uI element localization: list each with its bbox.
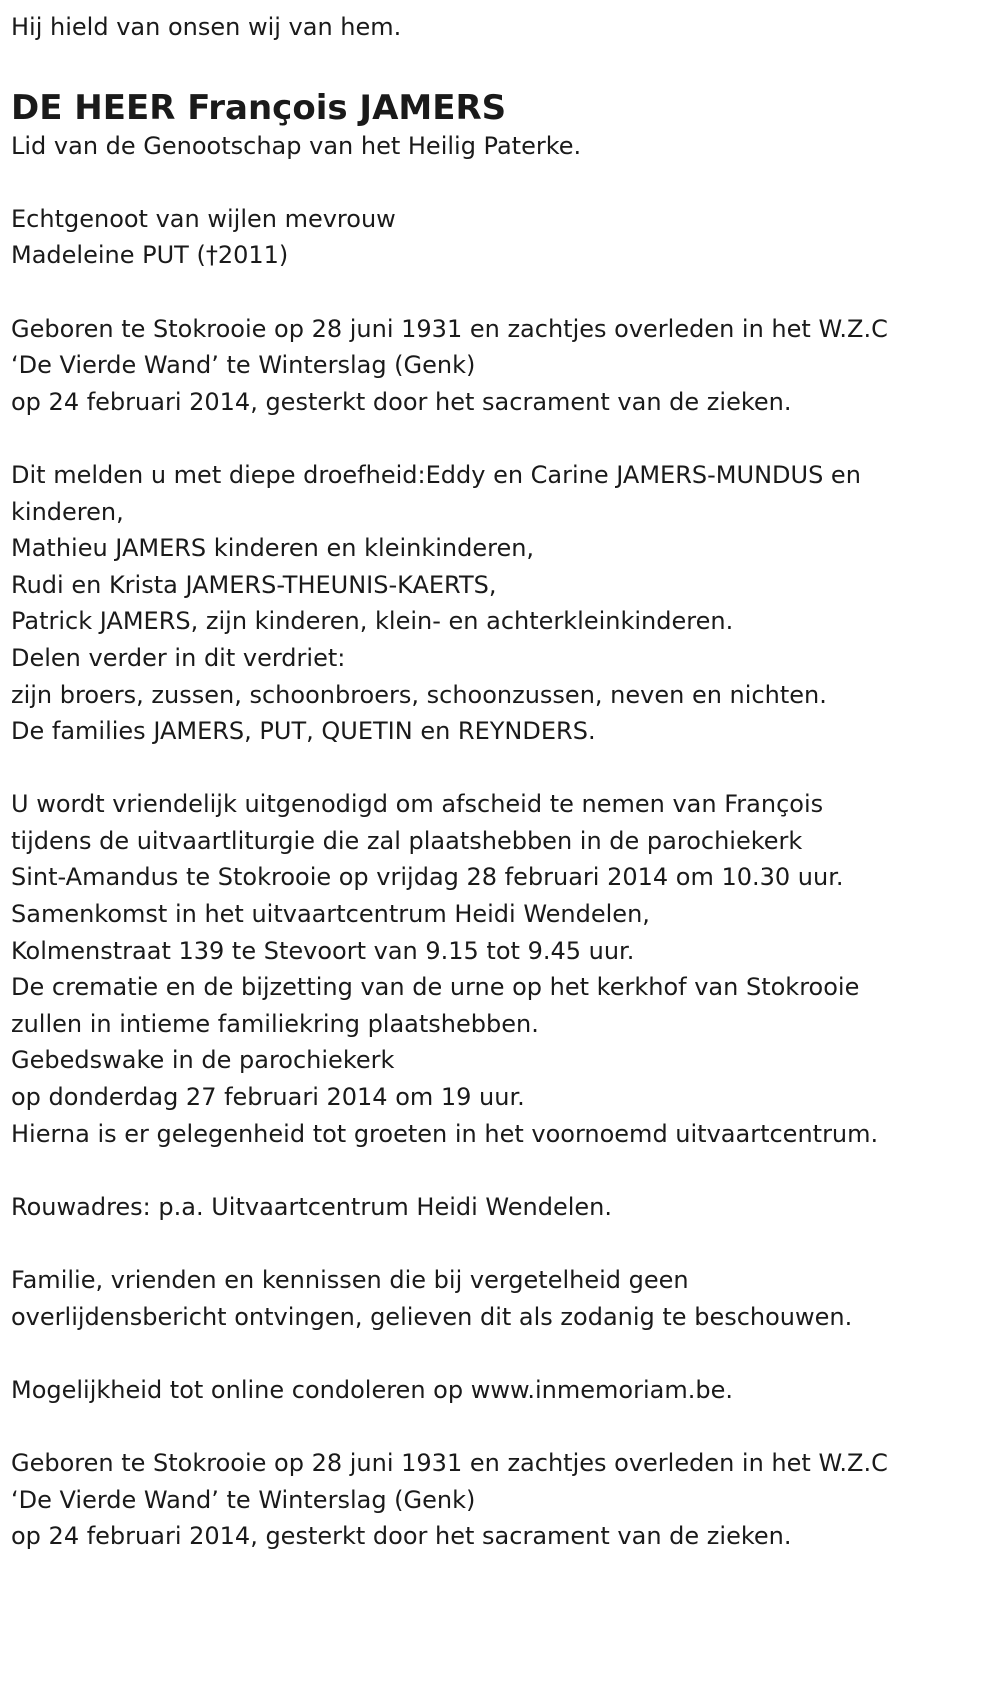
funeral-line: Samenkomst in het uitvaartcentrum Heidi Wendelen, [11, 900, 650, 929]
funeral-line: U wordt vriendelijk uitgenodigd om afscheid te nemen van François [11, 790, 824, 819]
notice-line: Familie, vrienden en kennissen die bij vergetelheid geen [11, 1266, 689, 1294]
spacer [11, 274, 996, 311]
spouse-line: Echtgenoot van wijlen mevrouw [11, 204, 396, 233]
funeral-line: De crematie en de bijzetting van de urne op het kerkhof van Stokrooie [11, 973, 860, 1002]
notice-section [11, 1262, 996, 1335]
membership-line: Lid van de Genootschap van het Heilig Paterke. [11, 131, 582, 160]
family-line: kinderen, [11, 497, 124, 526]
spacer [11, 1152, 996, 1189]
family-section [11, 457, 996, 750]
family-line: Rudi en Krista JAMERS-THEUNIS-KAERTS, [11, 570, 497, 599]
funeral-line: op donderdag 27 februari 2014 om 19 uur. [11, 1083, 525, 1112]
notice-line: overlijdensbericht ontvingen, gelieven dit als zodanig te beschouwen. [11, 1302, 853, 1331]
spacer [11, 420, 996, 457]
spouse-section [11, 201, 996, 274]
deceased-name: DE HEER François JAMERS [11, 87, 507, 128]
funeral-line: tijdens de uitvaartliturgie die zal plaatshebben in de parochiekerk [11, 826, 803, 855]
birth-death-line: ‘De Vierde Wand’ te Winterslag (Genk) [11, 1485, 476, 1514]
funeral-section [11, 786, 996, 1152]
funeral-line: Hierna is er gelegenheid tot groeten in het voornoemd uitvaartcentrum. [11, 1119, 879, 1148]
birth-death-section [11, 311, 996, 421]
birth-death-line: Geboren te Stokrooie op 28 juni 1931 en zachtjes overleden in het W.Z.C [11, 1448, 888, 1477]
family-line: Patrick JAMERS, zijn kinderen, klein- en achterkleinkinderen. [11, 607, 734, 636]
birth-death-line: op 24 februari 2014, gesterkt door het sacrament van de zieken. [11, 1522, 792, 1551]
birth-death-line: op 24 februari 2014, gesterkt door het sacrament van de zieken. [11, 387, 792, 416]
spacer [11, 1225, 996, 1262]
funeral-line: Sint-Amandus te Stokrooie op vrijdag 28 februari 2014 om 10.30 uur. [11, 863, 844, 892]
obituary-document [11, 9, 996, 1555]
funeral-line: Kolmenstraat 139 te Stevoort van 9.15 tot 9.45 uur. [11, 936, 635, 965]
family-line: Mathieu JAMERS kinderen en kleinkinderen, [11, 534, 535, 563]
family-line: De families JAMERS, PUT, QUETIN en REYNDERS. [11, 717, 596, 746]
spouse-line: Madeleine PUT (†2011) [11, 241, 289, 270]
birth-death-repeat-section [11, 1445, 996, 1555]
intro-line: Hij hield van onsen wij van hem. [11, 13, 402, 41]
birth-death-line: Geboren te Stokrooie op 28 juni 1931 en zachtjes overleden in het W.Z.C [11, 314, 888, 343]
funeral-line: Gebedswake in de parochiekerk [11, 1046, 395, 1075]
mourning-address: Rouwadres: p.a. Uitvaartcentrum Heidi Wendelen. [11, 1192, 613, 1221]
family-line: Delen verder in dit verdriet: [11, 643, 346, 672]
spacer [11, 46, 996, 88]
spacer [11, 750, 996, 787]
birth-death-line: ‘De Vierde Wand’ te Winterslag (Genk) [11, 351, 476, 380]
family-line: Dit melden u met diepe droefheid:Eddy en Carine JAMERS-MUNDUS en [11, 460, 861, 489]
funeral-line: zullen in intieme familiekring plaatshebben. [11, 1009, 539, 1038]
spacer [11, 1335, 996, 1372]
family-line: zijn broers, zussen, schoonbroers, schoonzussen, neven en nichten. [11, 680, 827, 709]
spacer [11, 164, 996, 201]
online-condolence-line: Mogelijkheid tot online condoleren op www.inmemoriam.be. [11, 1375, 733, 1404]
spacer [11, 1408, 996, 1445]
